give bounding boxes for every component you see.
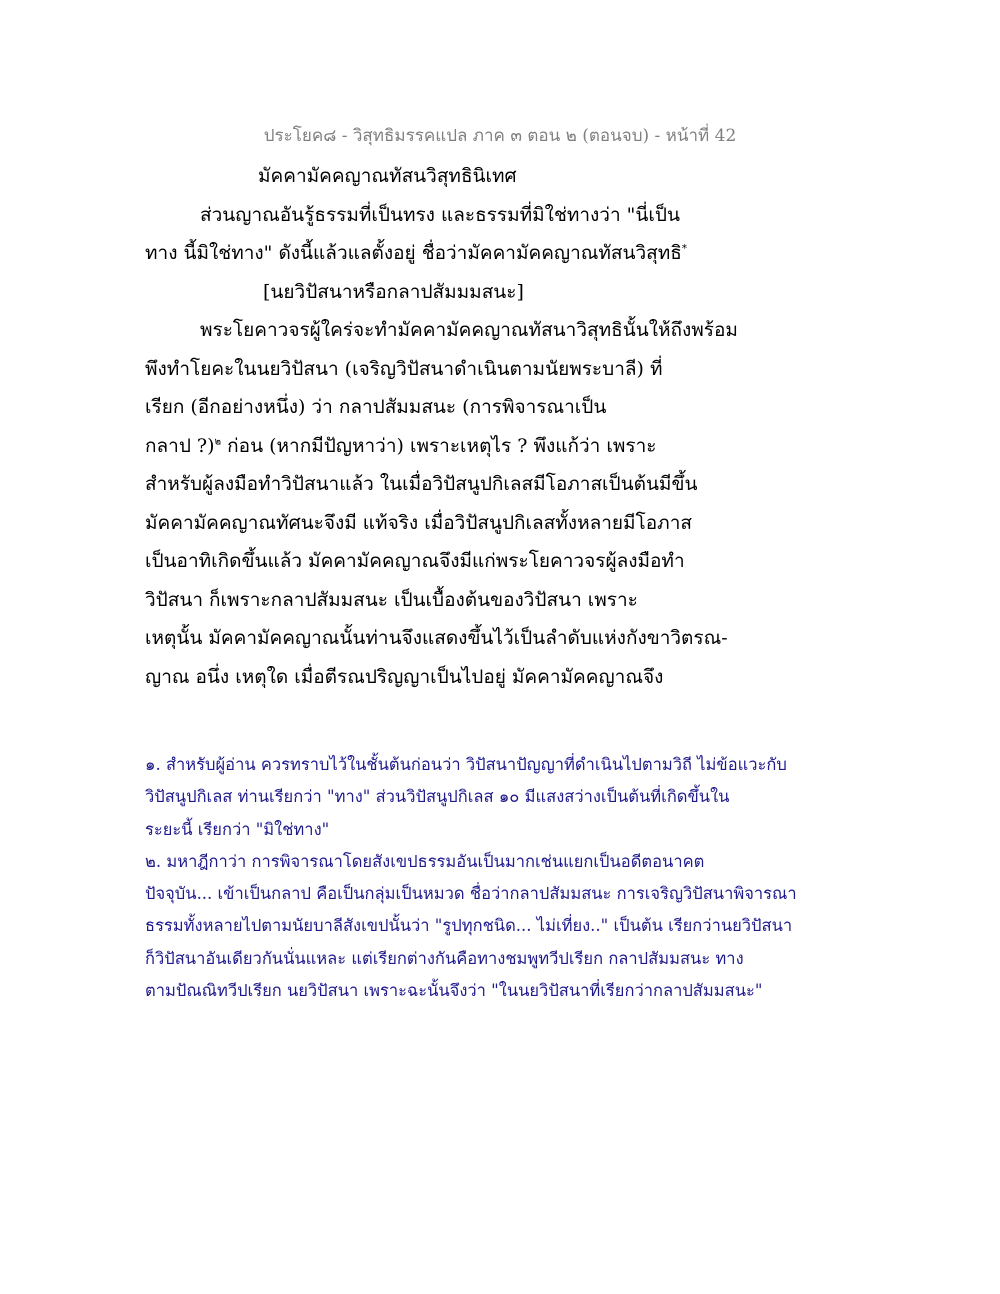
paragraph1-line [145, 234, 865, 273]
footnote-line: ธรรมทั้งหลายไปตามนัยบาลีสังเขปนั้นว่า "รูปทุกชนิด... ไม่เที่ยง.." เป็นต้น เรียกว่านยวิปัสนา [145, 916, 793, 936]
footnote-line: ๑. สำหรับผู้อ่าน ควรทราบไว้ในชั้นต้นก่อนว่า วิปัสนาปัญญาที่ดำเนินไปตามวิถี ไม่ข้อแวะกับ [145, 755, 787, 774]
subsection-title: [นยวิปัสนาหรือกลาปสัมมมสนะ] [263, 280, 524, 303]
footnotes [145, 749, 865, 1007]
footnote-line: ปัจจุบัน... เข้าเป็นกลาป คือเป็นกลุ่มเป็นหมวด ชื่อว่ากลาปสัมมสนะ การเจริญวิปัสนาพิจารณา [145, 884, 797, 904]
paragraph2-line: เหตุนั้น มัคคามัคคญาณนั้นท่านจึงแสดงขึ้นไว้เป็นลำดับแห่งกังขาวิตรณ- [145, 627, 728, 649]
paragraph2-line: มัคคามัคคญาณทัศนะจึงมี แท้จริง เมื่อวิปัสนูปกิเลสทั้งหลายมีโอภาส [145, 511, 692, 534]
paragraph1-line: ส่วนญาณอันรู้ธรรมที่เป็นทรง และธรรมที่มิใช่ทางว่า "นี่เป็น [200, 203, 680, 226]
footnote-line: วิปัสนูปกิเลส ท่านเรียกว่า "ทาง" ส่วนวิปัสนูปกิเลส ๑๐ มีแสงสว่างเป็นต้นที่เกิดขึ้นใน [145, 787, 730, 807]
main-text [145, 157, 865, 696]
paragraph2-line [145, 427, 865, 466]
paragraph2-line: พึงทำโยคะในนยวิปัสนา (เจริญวิปัสนาดำเนินตามนัยพระบาลี) ที่ [145, 357, 663, 380]
section-title: มัคคามัคคญาณทัสนวิสุทธินิเทศ [258, 165, 517, 187]
paragraph2-line-text: กลาป ?) [145, 434, 215, 457]
paragraph2-line: เป็นอาทิเกิดขึ้นแล้ว มัคคามัคคญาณจึงมีแก่พระโยคาวจรผู้ลงมือทำ [145, 550, 685, 572]
footnote-line: ตามปัณณิทวีปเรียก นยวิปัสนา เพราะฉะนั้นจึงว่า "ในนยวิปัสนาที่เรียกว่ากลาปสัมมสนะ" [145, 981, 763, 1001]
page-header: ประโยค๘ - วิสุทธิมรรคแปล ภาค ๓ ตอน ๒ (ตอนจบ) - หน้าที่ 42 [263, 126, 737, 146]
paragraph2-line: พระโยคาวจรผู้ใคร่จะทำมัคคามัคคญาณทัสนาวิสุทธินั้นให้ถึงพร้อม [200, 319, 738, 341]
paragraph1-line-text: ทาง นี้มิใช่ทาง" ดังนี้แล้วแลตั้งอยู่ ชื่อว่ามัคคามัคคญาณทัสนวิสุทธิ [145, 242, 682, 264]
paragraph2-line: สำหรับผู้ลงมือทำวิปัสนาแล้ว ในเมื่อวิปัสนูปกิเลสมีโอภาสเป็นต้นมีขึ้น [145, 473, 698, 495]
footnote-mark: ๒ [214, 436, 222, 448]
footnote-line: ระยะนี้ เรียกว่า "มิใช่ทาง" [145, 819, 330, 839]
footnote-line: ก็วิปัสนาอันเดียวกันนั่นแหละ แต่เรียกต่างกันคือทางชมพูทวีปเรียก กลาปสัมมสนะ ทาง [145, 948, 744, 968]
paragraph2-line: วิปัสนา ก็เพราะกลาปสัมมสนะ เป็นเบื้องต้นของวิปัสนา เพราะ [145, 588, 638, 611]
paragraph2-line-text: ก่อน (หากมีปัญหาว่า) เพราะเหตุไร ? พึงแก้ว่า เพราะ [221, 434, 657, 457]
paragraph2-line: ญาณ อนึ่ง เหตุใด เมื่อตีรณปริญญาเป็นไปอยู่ มัคคามัคคญาณจึง [145, 665, 664, 688]
footnote-line: ๒. มหาฎีกาว่า การพิจารณาโดยสังเขปธรรมอันเป็นมากเช่นแยกเป็นอดีตอนาคต [145, 851, 705, 871]
footnote-mark: * [681, 243, 687, 255]
paragraph2-line: เรียก (อีกอย่างหนึ่ง) ว่า กลาปสัมมสนะ (การพิจารณาเป็น [145, 396, 607, 418]
